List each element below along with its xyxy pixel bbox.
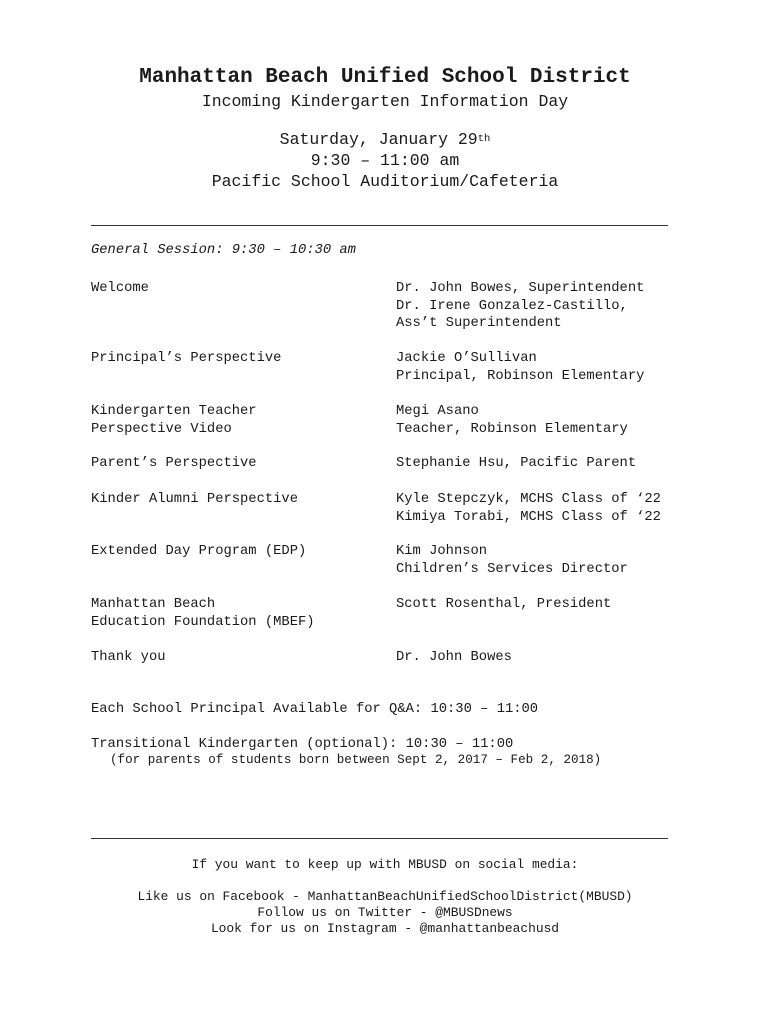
instagram-line: Look for us on Instagram - @manhattanbeachusd bbox=[210, 921, 560, 936]
agenda-speaker-line: Children’s Services Director bbox=[396, 561, 628, 577]
event-time: 9:30 – 11:00 am bbox=[310, 151, 460, 170]
agenda-item-line: Welcome bbox=[91, 281, 149, 296]
tk-line: Transitional Kindergarten (optional): 10:30 – 11:00 bbox=[91, 737, 514, 752]
tk-note: (for parents of students born between Sept 2, 2017 – Feb 2, 2018) bbox=[110, 753, 602, 767]
bottom-divider bbox=[91, 838, 668, 839]
agenda-speaker bbox=[396, 350, 696, 385]
event-date-suffix: th bbox=[477, 133, 491, 145]
agenda-speaker bbox=[396, 596, 696, 614]
qa-line: Each School Principal Available for Q&A: 10:30 – 11:00 bbox=[91, 702, 539, 717]
agenda-item bbox=[91, 596, 391, 631]
agenda-item-line: Manhattan Beach bbox=[91, 597, 216, 612]
agenda-item bbox=[91, 455, 391, 473]
session-heading: General Session: 9:30 – 10:30 am bbox=[91, 243, 356, 258]
facebook-line: Like us on Facebook - ManhattanBeachUnifiedSchoolDistrict(MBUSD) bbox=[137, 889, 633, 904]
agenda-item bbox=[91, 280, 391, 298]
social-intro: If you want to keep up with MBUSD on social media: bbox=[191, 857, 579, 872]
agenda-speaker-line: Scott Rosenthal, President bbox=[396, 597, 612, 612]
agenda-speaker bbox=[396, 543, 696, 578]
agenda-speaker-line: Jackie O’Sullivan bbox=[396, 351, 537, 366]
agenda-speaker-line: Dr. John Bowes, Superintendent bbox=[396, 281, 645, 296]
agenda-item-line: Parent’s Perspective bbox=[91, 456, 257, 471]
agenda-item bbox=[91, 543, 391, 561]
agenda-item bbox=[91, 491, 391, 509]
agenda-item-line: Principal’s Perspective bbox=[91, 351, 282, 366]
agenda-item bbox=[91, 350, 391, 368]
agenda-speaker-line: Megi Asano bbox=[396, 404, 479, 419]
agenda-item-line: Kindergarten Teacher bbox=[91, 404, 257, 419]
agenda-speaker-line: Ass’t Superintendent bbox=[396, 316, 562, 332]
district-title: Manhattan Beach Unified School District bbox=[139, 66, 631, 89]
agenda-speaker bbox=[396, 403, 696, 438]
agenda-item-line: Kinder Alumni Perspective bbox=[91, 492, 298, 507]
agenda-item-line: Extended Day Program (EDP) bbox=[91, 544, 307, 559]
agenda-speaker-line: Dr. Irene Gonzalez-Castillo, bbox=[396, 298, 628, 314]
agenda-item-line: Education Foundation (MBEF) bbox=[91, 614, 315, 630]
agenda-speaker bbox=[396, 455, 696, 473]
agenda-speaker-line: Stephanie Hsu, Pacific Parent bbox=[396, 456, 637, 471]
agenda-speaker-line: Principal, Robinson Elementary bbox=[396, 368, 645, 384]
agenda-item-line: Thank you bbox=[91, 650, 166, 665]
agenda-speaker bbox=[396, 280, 696, 333]
event-venue: Pacific School Auditorium/Cafeteria bbox=[211, 172, 559, 191]
agenda-speaker-line: Kyle Stepczyk, MCHS Class of ‘22 bbox=[396, 492, 661, 507]
agenda-speaker bbox=[396, 649, 696, 667]
event-date bbox=[0, 129, 770, 151]
top-divider bbox=[91, 225, 668, 226]
agenda-speaker bbox=[396, 491, 696, 526]
agenda-speaker-line: Dr. John Bowes bbox=[396, 650, 512, 665]
agenda-speaker-line: Kimiya Torabi, MCHS Class of ‘22 bbox=[396, 509, 661, 525]
event-date-text: Saturday, January 29 bbox=[279, 130, 478, 149]
agenda-speaker-line: Teacher, Robinson Elementary bbox=[396, 421, 628, 437]
agenda-item-line: Perspective Video bbox=[91, 421, 232, 437]
twitter-line: Follow us on Twitter - @MBUSDnews bbox=[257, 905, 513, 920]
agenda-item bbox=[91, 649, 391, 667]
event-subtitle: Incoming Kindergarten Information Day bbox=[201, 92, 569, 111]
agenda-speaker-line: Kim Johnson bbox=[396, 544, 488, 559]
agenda-item bbox=[91, 403, 391, 438]
